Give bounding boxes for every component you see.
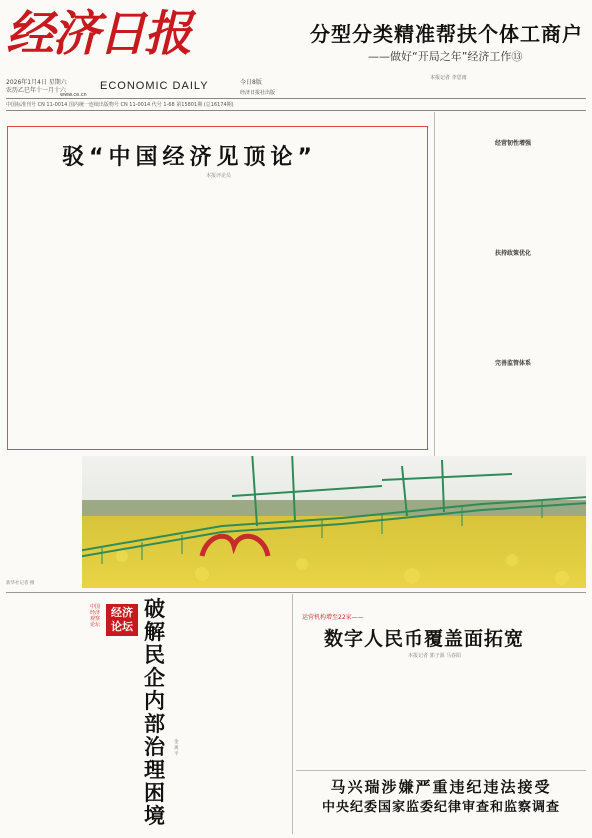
top-story-body-4: [440, 368, 586, 460]
top-story-body-1: [440, 112, 586, 136]
editorial-body-right: [184, 596, 288, 832]
digital-rmb-headline[interactable]: 数字人民币覆盖面拓宽: [324, 628, 525, 650]
news-photo[interactable]: [82, 456, 586, 588]
lunar-date: 农历乙巳年十一月十六: [6, 87, 67, 94]
website[interactable]: www.ce.cn: [60, 92, 87, 98]
date-line: 2026年1月4日 星期六: [6, 79, 67, 86]
bridge-over-field-image: [82, 456, 586, 588]
top-story-lede: [290, 82, 586, 96]
photo-caption: [6, 456, 78, 588]
editorial-author: 金观平: [174, 740, 179, 757]
digital-rmb-column-2: [396, 662, 484, 766]
english-name: ECONOMIC DAILY: [100, 80, 209, 92]
masthead-rule: [6, 98, 586, 99]
photo-credit: 新华社记者 摄: [6, 581, 35, 586]
digital-rmb-column-3: [488, 596, 586, 766]
digital-rmb-column-1: [296, 662, 392, 766]
bottom-news-rule: [296, 770, 586, 771]
featured-column-2: [114, 180, 208, 442]
section-head-a: 经营韧性增强: [494, 140, 531, 147]
code-rule: [6, 110, 586, 111]
featured-column-4: [314, 180, 422, 442]
top-story-headline[interactable]: 分型分类精准帮扶个体工商户: [310, 22, 583, 46]
top-story-subtitle: ——做好“开局之年”经济工作⑬: [368, 50, 523, 63]
featured-column-1: [14, 180, 108, 442]
featured-column-3: [214, 180, 308, 442]
publication-codes: 中国标准刊号 CN 11-0014 国内统一连续出版物号 CN 11-0014 代号 1-68 第15801期 (总16174期): [6, 102, 234, 108]
bottom-news-body: [296, 818, 586, 834]
publisher-note: 经济日报社出版: [240, 90, 276, 96]
featured-byline: 本报评论员: [206, 173, 232, 179]
section-head-c: 完善监管体系: [494, 360, 531, 367]
section-head-b: 扶持政策优化: [494, 250, 531, 257]
digital-rmb-byline: 本报记者 郭子源 马春阳: [408, 653, 462, 659]
newspaper-title: 经济日报: [6, 6, 191, 62]
bottom-column-divider: [292, 594, 293, 834]
bottom-news-headline-2[interactable]: 中央纪委国家监委纪律审查和监察调查: [321, 800, 560, 815]
column-name-tag: 经济论坛: [106, 604, 138, 636]
column-sub-label: 中国经济观察论坛: [90, 604, 101, 628]
top-story-body-2: [440, 148, 586, 246]
pages-note: 今日8版: [240, 79, 262, 86]
editorial-body-left: [6, 596, 90, 832]
photo-rule: [6, 592, 586, 593]
featured-headline[interactable]: 驳“中国经济见顶论”: [62, 145, 317, 170]
top-story-byline: 本报记者 李思雨: [430, 75, 467, 81]
editorial-headline[interactable]: 破解民企内部治理困境: [144, 597, 165, 828]
column-divider: [434, 112, 435, 462]
masthead: [6, 6, 268, 66]
top-story-body-3: [440, 258, 586, 356]
digital-rmb-kicker: 运营机构增至22家——: [302, 614, 364, 621]
bottom-news-headline-1[interactable]: 马兴瑞涉嫌严重违纪违法接受: [330, 778, 552, 796]
